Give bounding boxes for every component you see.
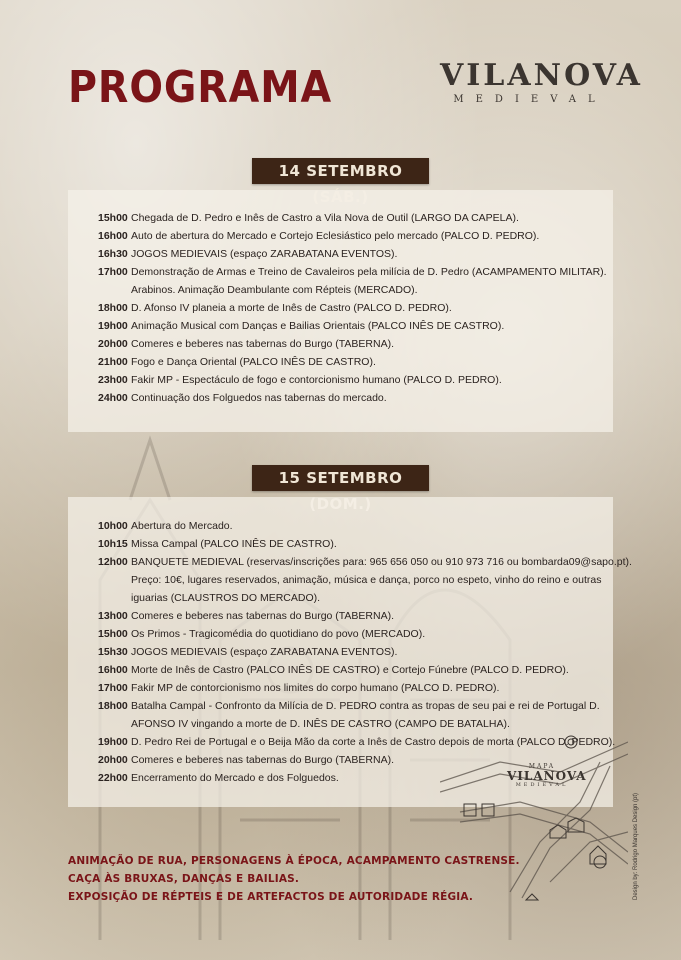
map-title-sub: MEDIEVAL — [515, 782, 569, 788]
item-time — [98, 715, 131, 733]
item-desc: JOGOS MEDIEVAIS (espaço ZARABATANA EVENTOS). — [131, 248, 398, 260]
schedule-item — [98, 299, 607, 317]
vilanova-medieval-logo — [440, 58, 643, 118]
schedule-item — [98, 389, 607, 407]
event-map-illustration — [440, 722, 628, 922]
item-desc: Arabinos. Animação Deambulante com Répteis (MERCADO). — [131, 284, 418, 296]
item-desc: Encerramento do Mercado e dos Folguedos. — [131, 772, 339, 784]
item-desc: Missa Campal (PALCO INÊS DE CASTRO). — [131, 538, 337, 550]
schedule-item — [98, 371, 607, 389]
item-time: 17h00 — [98, 682, 128, 694]
item-desc: Morte de Inês de Castro (PALCO INÊS DE CASTRO) e Cortejo Fúnebre (PALCO D. PEDRO). — [131, 664, 569, 676]
item-desc: JOGOS MEDIEVAIS (espaço ZARABATANA EVENTOS). — [131, 646, 398, 658]
item-desc: iguarias (CLAUSTROS DO MERCADO). — [131, 592, 321, 604]
item-time: 19h00 — [98, 736, 128, 748]
item-time — [98, 571, 131, 589]
item-desc: Comeres e beberes nas tabernas do Burgo (TABERNA). — [131, 610, 395, 622]
item-desc: Os Primos - Tragicomédia do quotidiano do povo (MERCADO). — [131, 628, 426, 640]
schedule-item — [98, 281, 607, 299]
schedule-item — [98, 607, 632, 625]
item-desc: Fakir MP - Espectáculo de fogo e contorcionismo humano (PALCO D. PEDRO). — [131, 374, 502, 386]
item-desc: Batalha Campal - Confronto da Milícia de D. PEDRO contra as tropas de seu pai e rei de Portugal D. — [131, 700, 600, 712]
schedule-item — [98, 589, 632, 607]
schedule-item — [98, 209, 607, 227]
item-desc: Demonstração de Armas e Treino de Cavaleiros pela milícia de D. Pedro (ACAMPAMENTO MILITAR). — [131, 266, 607, 278]
item-time: 16h00 — [98, 664, 128, 676]
item-desc: BANQUETE MEDIEVAL (reservas/inscrições para: 965 656 050 ou 910 973 716 ou bombarda09@sapo.pt). — [131, 556, 632, 568]
item-time: 18h00 — [98, 302, 128, 314]
item-desc: Fogo e Dança Oriental (PALCO INÊS DE CASTRO). — [131, 356, 376, 368]
item-time: 15h00 — [98, 628, 128, 640]
item-desc: Comeres e beberes nas tabernas do Burgo (TABERNA). — [131, 338, 395, 350]
item-desc: Chegada de D. Pedro e Inês de Castro a Vila Nova de Outil (LARGO DA CAPELA). — [131, 212, 519, 224]
day-banner-saturday: 14 SETEMBRO — [252, 158, 429, 184]
item-time: 16h00 — [98, 230, 128, 242]
map-title-main: VILANOVA — [507, 769, 587, 783]
item-desc: Preço: 10€, lugares reservados, animação, música e dança, porco no espeto, vinho do reino e outras — [131, 574, 602, 586]
item-time: 18h00 — [98, 700, 128, 712]
item-desc: Comeres e beberes nas tabernas do Burgo (TABERNA). — [131, 754, 395, 766]
item-desc: D. Pedro Rei de Portugal e o Beija Mão da corte a Inês de Castro depois de morta (PALCO D. PEDRO). — [131, 736, 616, 748]
logo-main-text: VILANOVA — [440, 58, 643, 93]
schedule-item — [98, 535, 632, 553]
item-time: 15h00 — [98, 212, 128, 224]
item-time: 13h00 — [98, 610, 128, 622]
item-time: 20h00 — [98, 338, 128, 350]
schedule-item — [98, 263, 607, 281]
schedule-item — [98, 353, 607, 371]
footer-line: CAÇA ÀS BRUXAS, DANÇAS E BAILIAS. — [68, 873, 300, 885]
map-title — [507, 763, 587, 788]
design-credit: Design by: Rodrigo Marques Design (pt) — [633, 792, 639, 900]
item-time: 22h00 — [98, 772, 128, 784]
item-time: 16h30 — [98, 248, 128, 260]
item-desc: Fakir MP de contorcionismo nos limites do corpo humano (PALCO D. PEDRO). — [131, 682, 500, 694]
page-title: PROGRAMA — [68, 62, 333, 113]
item-desc: Auto de abertura do Mercado e Cortejo Eclesiástico pelo mercado (PALCO D. PEDRO). — [131, 230, 540, 242]
schedule-item — [98, 227, 607, 245]
logo-sub-text: MEDIEVAL — [453, 94, 607, 105]
item-time: 23h00 — [98, 374, 128, 386]
schedule-item — [98, 643, 632, 661]
item-time: 17h00 — [98, 266, 128, 278]
schedule-item — [98, 661, 632, 679]
footer-line: ANIMAÇÃO DE RUA, PERSONAGENS À ÉPOCA, ACAMPAMENTO CASTRENSE. — [68, 855, 520, 867]
schedule-item — [98, 335, 607, 353]
schedule-item — [98, 697, 632, 715]
schedule-item — [98, 625, 632, 643]
schedule-item — [98, 517, 632, 535]
schedule-list-saturday — [98, 209, 607, 407]
item-time: 19h00 — [98, 320, 128, 332]
item-desc: Animação Musical com Danças e Bailias Orientais (PALCO INÊS DE CASTRO). — [131, 320, 505, 332]
footer-line: EXPOSIÇÃO DE RÉPTEIS E DE ARTEFACTOS DE AUTORIDADE RÉGIA. — [68, 891, 474, 903]
item-time: 20h00 — [98, 754, 128, 766]
item-desc: AFONSO IV vingando a morte de D. INÊS DE CASTRO (CAMPO DE BATALHA). — [131, 718, 510, 730]
item-time: 21h00 — [98, 356, 128, 368]
item-desc: Abertura do Mercado. — [131, 520, 233, 532]
item-time: 12h00 — [98, 556, 128, 568]
schedule-item — [98, 571, 632, 589]
schedule-item — [98, 679, 632, 697]
map-title-top: MAPA — [528, 763, 556, 770]
day-banner-sunday: 15 SETEMBRO — [252, 465, 429, 491]
item-desc: D. Afonso IV planeia a morte de Inês de Castro (PALCO D. PEDRO). — [131, 302, 452, 314]
schedule-item — [98, 317, 607, 335]
item-time: 10h15 — [98, 538, 128, 550]
item-time: 10h00 — [98, 520, 128, 532]
item-time: 24h00 — [98, 392, 128, 404]
item-time — [98, 589, 131, 607]
item-time: 15h30 — [98, 646, 128, 658]
item-time — [98, 281, 131, 299]
schedule-item — [98, 245, 607, 263]
schedule-item — [98, 553, 632, 571]
item-desc: Continuação dos Folguedos nas tabernas do mercado. — [131, 392, 387, 404]
